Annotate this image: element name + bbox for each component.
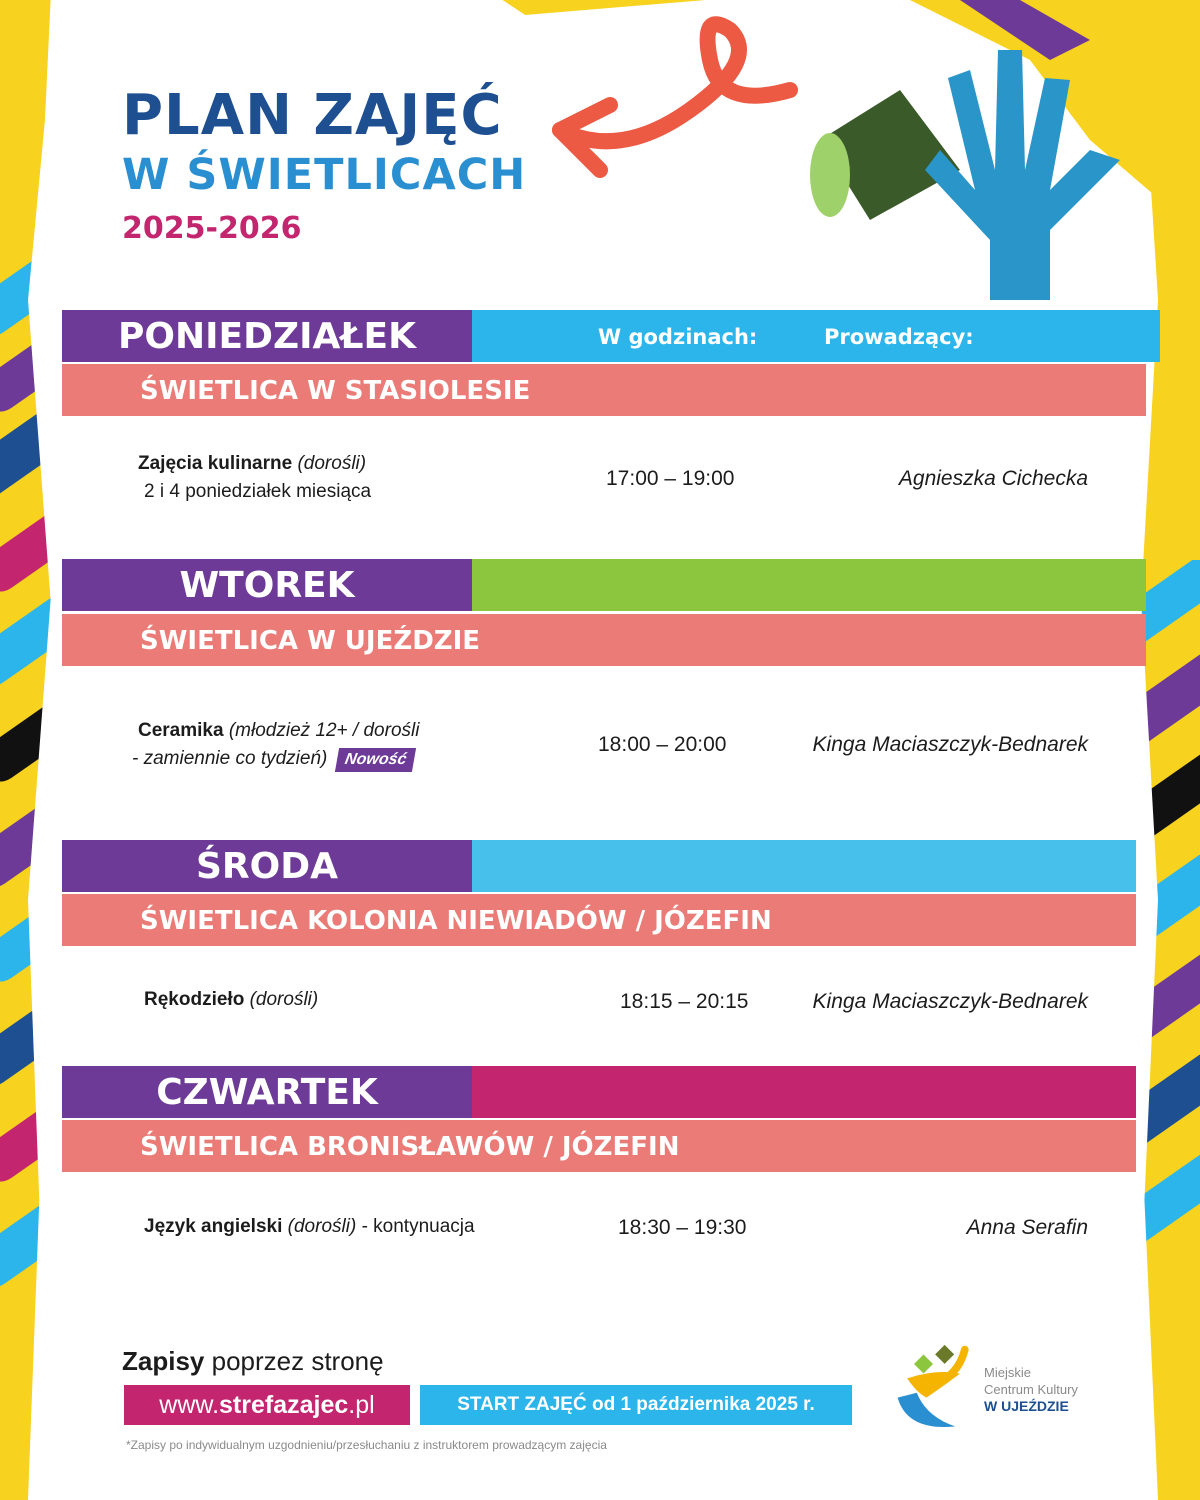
day-bar-extension (472, 310, 1160, 362)
activity-time: 18:00 – 20:00 (598, 733, 727, 756)
day-bar-extension (472, 1066, 1136, 1118)
activity-name: Ceramika (138, 720, 224, 741)
signup-bold: Zapisy (122, 1346, 205, 1376)
start-date-banner: START ZAJĘĆ od 1 października 2025 r. (420, 1385, 852, 1425)
activity-audience: (młodzież 12+ / dorośli (228, 720, 420, 741)
activity-note: 2 i 4 poniedziałek miesiąca (144, 481, 372, 502)
title-years: 2025-2026 (122, 211, 302, 246)
venue-bar: ŚWIETLICA KOLONIA NIEWIADÓW / JÓZEFIN (62, 894, 1136, 946)
activity-leader: Agnieszka Cichecka (898, 467, 1088, 490)
page-title (122, 83, 527, 254)
activity-leader: Kinga Maciaszczyk-Bednarek (812, 733, 1088, 756)
activity-audience: (dorośli) (297, 453, 367, 474)
logo-line2: Centrum Kultury (984, 1382, 1078, 1397)
mck-figure-logo-icon (888, 1338, 984, 1438)
day-name: ŚRODA (62, 840, 472, 892)
footnote: *Zapisy po indywidualnym uzgodnieniu/przesłuchaniu z instruktorem prowadzącym zajęcia (126, 1438, 607, 1452)
activity-audience: (dorośli) (249, 989, 319, 1010)
new-badge: Nowość (335, 748, 417, 772)
activity-time: 18:30 – 19:30 (618, 1216, 747, 1239)
activity-name: Język angielski (144, 1216, 283, 1237)
activity-suffix: - kontynuacja (361, 1216, 475, 1237)
activity-name: Zajęcia kulinarne (138, 453, 293, 474)
raised-hands-collage-icon (790, 0, 1160, 320)
day-bar-monday (62, 310, 1160, 362)
activity-audience: (dorośli) (287, 1216, 357, 1237)
venue-bar: ŚWIETLICA W STASIOLESIE (62, 364, 1146, 416)
activity-time: 18:15 – 20:15 (620, 990, 749, 1013)
logo-text (984, 1364, 1078, 1415)
activity-name: Rękodzieło (144, 989, 245, 1010)
activity (138, 450, 371, 506)
venue-bar: ŚWIETLICA BRONISŁAWÓW / JÓZEFIN (62, 1120, 1136, 1172)
logo-line1: Miejskie (984, 1365, 1031, 1380)
activity-leader: Kinga Maciaszczyk-Bednarek (812, 990, 1088, 1013)
url-prefix: www. (159, 1391, 220, 1419)
day-name: WTOREK (62, 559, 472, 611)
day-bar-tuesday (62, 559, 1146, 611)
day-bar-thursday (62, 1066, 1136, 1118)
url-suffix: .pl (348, 1391, 375, 1419)
day-bar-wednesday (62, 840, 1136, 892)
activity (144, 1213, 475, 1241)
title-line2: W ŚWIETLICACH (122, 150, 527, 200)
signup-text (122, 1346, 384, 1377)
day-bar-extension (472, 559, 1146, 611)
url-bold: strefazajec (219, 1391, 349, 1419)
website-link[interactable] (124, 1385, 410, 1425)
activity-time: 17:00 – 19:00 (606, 467, 735, 490)
signup-rest: poprzez stronę (211, 1346, 384, 1376)
logo-line3: W UJEŹDZIE (984, 1398, 1069, 1414)
title-line1: PLAN ZAJĘĆ (122, 83, 503, 148)
activity (144, 986, 318, 1014)
hours-header: W godzinach: (598, 325, 758, 349)
activity-audience-cont: - zamiennie co tydzień) (132, 748, 328, 769)
activity (132, 717, 420, 773)
day-name: CZWARTEK (62, 1066, 472, 1118)
venue-bar: ŚWIETLICA W UJEŹDZIE (62, 614, 1146, 666)
leader-header: Prowadzący: (824, 325, 974, 349)
activity-leader: Anna Serafin (966, 1216, 1088, 1239)
day-name: PONIEDZIAŁEK (62, 310, 472, 362)
day-bar-extension (472, 840, 1136, 892)
